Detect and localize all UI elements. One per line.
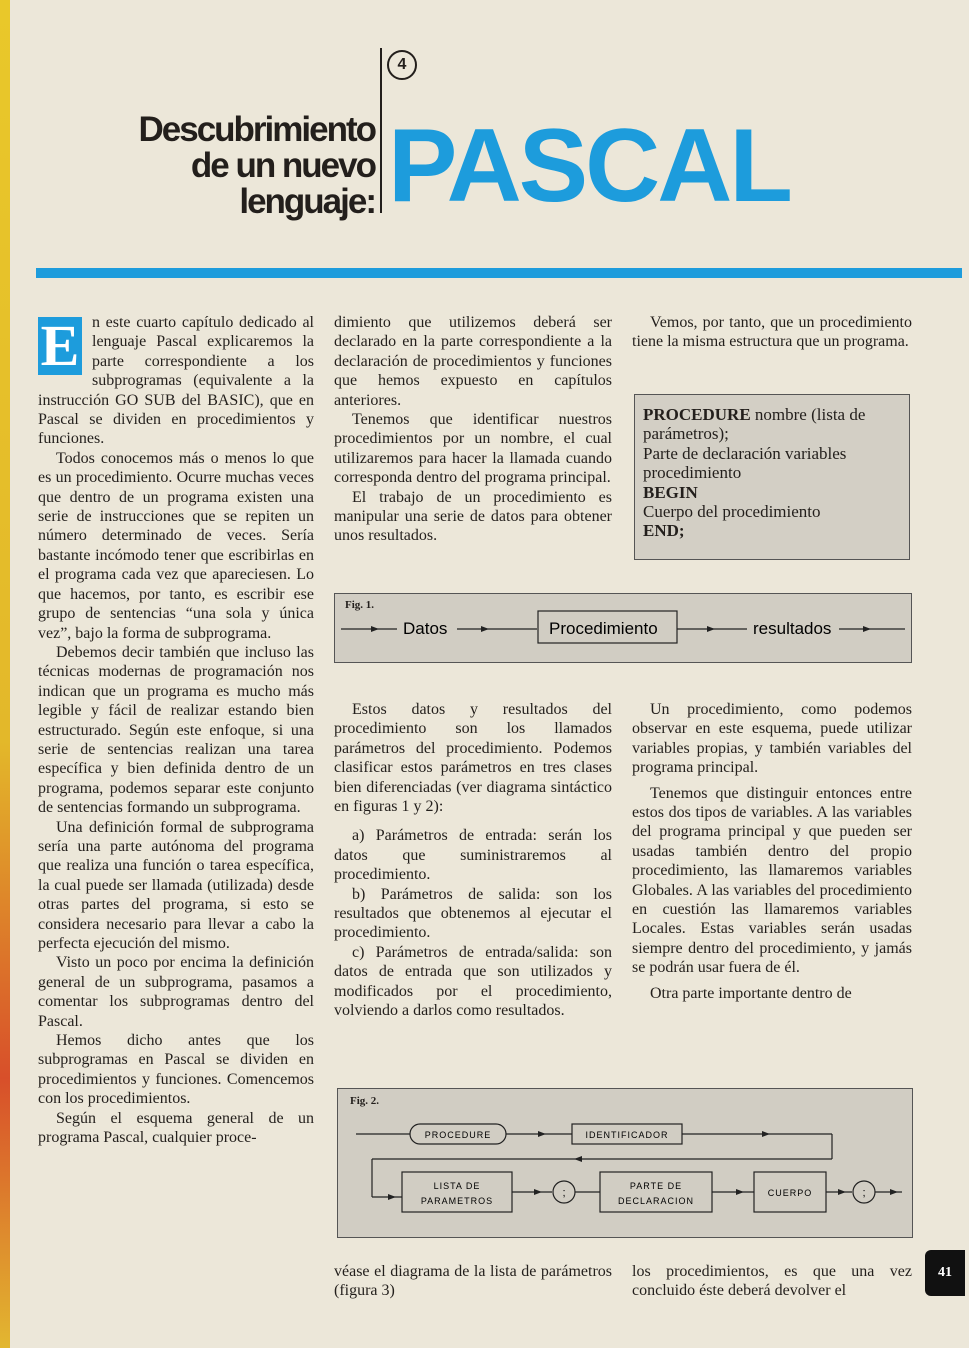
paragraph: véase el diagrama de la lista de parámetros (figura 3) <box>334 1263 612 1300</box>
fig2-lista-label-2: PARAMETROS <box>420 1196 494 1206</box>
paragraph: Una definición formal de subprograma sería una parte autónoma del programa que realiza una función o tarea específica, la cual puede ser llamada (utilizada) desde otras partes del programa, si esto se considera necesario para llevar a cabo la perfecta ejecución del mismo. <box>38 818 314 952</box>
figure-2-syntax-diagram <box>338 1089 912 1237</box>
fig2-parte-label-2: DECLARACION <box>617 1196 695 1206</box>
code-line-4: Cuerpo del procedimiento <box>643 502 821 522</box>
fig1-box-label: Procedimiento <box>549 619 658 638</box>
title-pascal: PASCAL <box>388 108 790 224</box>
paragraph: Según el esquema general de un programa Pascal, cualquier proce- <box>38 1109 314 1147</box>
fig2-parte-label-1: PARTE DE <box>629 1181 683 1191</box>
page-edge-color-strip <box>0 0 10 1348</box>
column-3-bottom <box>632 1262 912 1301</box>
column-2-middle <box>334 700 612 1021</box>
title-line-2: de un nuevo <box>190 146 375 185</box>
paragraph: b) Parámetros de salida: son los resultados que obtenemos al ejecutar el procedimiento. <box>334 885 612 942</box>
figure-1 <box>334 593 912 663</box>
figure-2-label: Fig. 2. <box>350 1095 380 1107</box>
column-3-middle <box>632 700 912 1003</box>
paragraph: Un procedimiento, como podemos observar en este esquema, puede utilizar variables propias, y también variables del programa principal. <box>632 701 912 777</box>
fig1-input-label: Datos <box>403 619 448 638</box>
column-2-bottom <box>334 1262 612 1301</box>
paragraph: Debemos decir también que incluso las técnicas modernas de programación nos indican que un programa es mucho más legible y fácil de realizar estando bien estructurado. Según este enfoque, si una serie de sentencias realizan una tarea específica y bien definida dentro de un programa, podemos separar este conjunto de sentencias formando un subprograma. <box>38 643 314 817</box>
paragraph: Visto un poco por encima la definición general de un subprograma, pasamos a comentar los subprogramas dentro del Pascal. <box>38 954 314 1030</box>
chapter-number-badge: 4 <box>387 50 417 80</box>
header-rule <box>36 268 962 278</box>
code-line-3: BEGIN <box>643 482 698 502</box>
paragraph: Vemos, por tanto, que un procedimiento tiene la misma estructura que un programa. <box>632 314 912 351</box>
figure-1-diagram <box>335 594 911 662</box>
paragraph: a) Parámetros de entrada: serán los datos que suministraremos al procedimiento. <box>334 827 612 884</box>
fig1-output-label: resultados <box>753 619 832 638</box>
figure-2 <box>337 1088 913 1238</box>
paragraph: Estos datos y resultados del procedimiento son los llamados parámetros del procedimiento. Podemos clasificar estos parámetros en tres clases bien diferenciadas (ver diagrama sintáctico en figuras 1 y 2): <box>334 701 612 816</box>
title-subtitle <box>30 112 375 220</box>
paragraph: los procedimientos, es que una vez concluido éste deberá devolver el <box>632 1263 912 1300</box>
fig2-identificador-label: IDENTIFICADOR <box>585 1130 669 1140</box>
fig2-lista-label-1: LISTA DE <box>433 1181 481 1191</box>
procedure-structure-box <box>634 394 910 560</box>
paragraph: Tenemos que distinguir entonces entre estos dos tipos de variables. A las variables del programa principal y que pueden ser usadas también dentro del propio procedimiento, las llamaremos variables Globales. A las variables del procedimiento en cuestión las llamaremos variables Locales. Estas variables serán usadas siempre dentro del procedimiento, y jamás se podrán usar fuera de él. <box>632 784 912 977</box>
paragraph: c) Parámetros de entrada/salida: son datos de entrada que son utilizados y modificados por el procedimiento, volviendo a darlos como resultados. <box>334 943 612 1020</box>
paragraph: Todos conocemos más o menos lo que es un procedimiento. Ocurre muchas veces que dentro de un programa existen una serie de instrucciones que se repiten un número determinado de veces. Sería bastante incómodo tener que escribirlas en el programa cada vez que apareciesen. Lo que hacemos, por tanto, es escribir ese grupo de sentencias “una sola y única vez”, bajo la forma de subprograma. <box>38 449 314 642</box>
paragraph: El trabajo de un procedimiento es manipular una serie de datos para obtener unos resultados. <box>334 488 612 545</box>
page-number: 41 <box>925 1250 965 1296</box>
fig2-semicolon-2: ; <box>862 1187 866 1199</box>
column-3-top <box>632 313 912 352</box>
figure-1-label: Fig. 1. <box>345 599 375 611</box>
paragraph: Hemos dicho antes que los subprogramas en Pascal se dividen en procedimientos y funciones. Comencemos con los procedimientos. <box>38 1032 314 1108</box>
code-line-2: Parte de declaración variables procedimiento <box>643 443 847 483</box>
paragraph: E n este cuarto capítulo dedicado al lenguaje Pascal explicaremos la parte correspondiente a los subprogramas (equivalente a la instrucción GO SUB del BASIC), que en Pascal se dividen en procedimientos y funciones. <box>38 313 314 448</box>
column-2-top <box>334 313 612 546</box>
fig2-cuerpo-label: CUERPO <box>767 1188 813 1198</box>
paragraph: Tenemos que identificar nuestros procedimientos por un nombre, el cual utilizaremos para hacer la llamada cuando corresponda dentro del programa principal. <box>334 411 612 487</box>
paragraph: dimiento que utilizemos deberá ser declarado en la parte correspondiente a la declaración de procedimientos y funciones que hemos expuesto en capítulos anteriores. <box>334 314 612 409</box>
code-line-5: END; <box>643 521 685 541</box>
fig2-procedure-label: PROCEDURE <box>424 1130 492 1140</box>
column-1 <box>38 313 314 1147</box>
drop-cap: E <box>38 317 84 381</box>
code-line-1: PROCEDURE nombre (lista de parámetros); <box>643 405 866 444</box>
header-divider <box>380 48 382 213</box>
fig2-semicolon-1: ; <box>562 1187 566 1199</box>
title-line-1: Descubrimiento <box>138 110 375 149</box>
title-line-3: lenguaje: <box>239 182 375 221</box>
paragraph: Otra parte importante dentro de <box>650 984 852 1002</box>
